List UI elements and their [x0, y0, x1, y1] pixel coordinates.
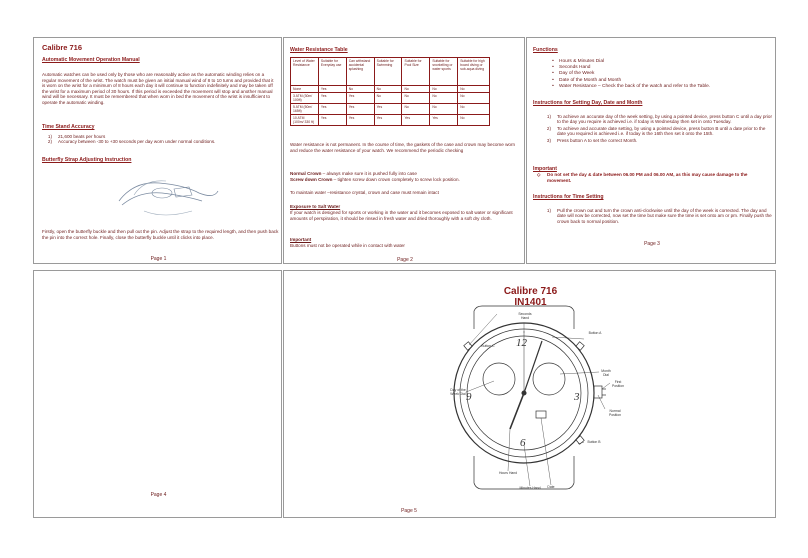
table-cell: No	[458, 104, 490, 115]
list-item: • Day of the Week	[547, 71, 772, 77]
label-date: Date	[547, 485, 555, 489]
screw-crown-text: – tighten screw down crown completely to screw lock position.	[332, 176, 460, 182]
label-minutes-hand: Minutes Hand	[519, 486, 541, 490]
column-header: Suitable for Swimming	[374, 58, 402, 86]
svg-text:6: 6	[520, 437, 526, 449]
table-row	[291, 86, 490, 93]
table-cell: No	[402, 93, 430, 104]
table-cell: No	[346, 86, 374, 93]
page-1	[33, 37, 282, 264]
crown-icon	[594, 386, 602, 398]
water-resistance-text: Water resistance is not permanent. In the course of time, the gaskets of the case and crown may become worn and reduce the water resistance of your watch. We recommend the periodic checking	[290, 142, 516, 153]
screw-crown-label: Screw down Crown	[290, 176, 333, 182]
table-cell: No	[402, 86, 430, 93]
label-button-a: Button A	[588, 331, 602, 335]
table-cell: No	[458, 115, 490, 126]
table-row	[291, 115, 490, 126]
important-text: Buttons must not be operated while in contact with water	[290, 243, 405, 248]
table-cell: Yes	[346, 93, 374, 104]
label-button-b: Button B	[587, 440, 601, 444]
page-number: Page 3	[644, 241, 660, 247]
diagram-title: Calibre 716	[503, 286, 558, 297]
day-date-heading: Instructions for Setting Day, Date and Month	[533, 100, 643, 106]
list-item: 3) Press button A to set the correct Month.	[546, 137, 638, 143]
accuracy-heading: Time Stand Accuracy	[42, 124, 95, 130]
important-heading: Important	[533, 166, 557, 172]
date-window	[536, 411, 546, 418]
page-number: Page 5	[401, 508, 417, 514]
table-cell: Yes	[374, 115, 402, 126]
watch-diagram	[284, 271, 777, 519]
table-cell: Yes	[318, 115, 346, 126]
important-text: Do not set the day & date between 06.00 PM and 06.00 AM, as this may cause damage to the movement.	[547, 172, 748, 183]
table-cell: 10 ATM (100m/ 330 ft)	[291, 115, 319, 126]
table-row	[291, 104, 490, 115]
list-item: 1) To achieve an accurate day of the week setting, by using a pointed device, press button C until a day prior to the day you require is achieved i.e. if today is Wednesday then set in onto Tuesday.	[546, 114, 773, 125]
maintain-text: To maintain water –resistance crystal, crown and case must remain intact	[290, 190, 439, 195]
table-cell: No	[458, 93, 490, 104]
functions-list	[547, 59, 772, 90]
page-5	[283, 270, 776, 518]
strap-text: Firstly, open the butterfly buckle and then pull out the pin. Adjust the strap to the required length, and then push back the pin into the correct hole. Finally, close the butterfly buckle until it clicks into place.	[42, 229, 279, 240]
list-item: 1) 21,600 beats per hours	[47, 134, 106, 139]
crown-notes	[290, 171, 522, 182]
table-cell: Yes	[346, 104, 374, 115]
column-header: Can withstand accidental splashing	[346, 58, 374, 86]
time-setting-list	[541, 208, 773, 224]
diagram-subtitle: IN1401	[514, 297, 547, 308]
column-header: Level of Water Resistance	[291, 58, 319, 86]
table-cell: No	[430, 104, 458, 115]
day-date-list	[541, 114, 773, 143]
svg-text:3: 3	[574, 391, 580, 403]
label-normal-position: Normal Position	[608, 409, 622, 417]
table-cell: Yes	[402, 115, 430, 126]
page-2	[283, 37, 525, 264]
table-cell: No	[402, 104, 430, 115]
page-title: Calibre 716	[42, 43, 83, 52]
table-cell: No	[374, 86, 402, 93]
manual-heading: Automatic Movement Operation Manual	[42, 57, 140, 63]
table-header-row	[291, 58, 490, 86]
normal-crown-text: – always make sure it is pushed fully into case	[321, 171, 417, 176]
table-cell: Yes	[346, 115, 374, 126]
month-dial	[533, 363, 565, 395]
column-header: Suitable for Pool Size	[402, 58, 430, 86]
table-cell: Yes	[318, 104, 346, 115]
list-item: 2) To achieve and accurate date setting, by using a pointed device, press button B until a date prior to the date you required is achieved i.e. if today is the 16th then set it onto the 15th.	[546, 125, 766, 137]
important-note	[537, 172, 769, 183]
manual-text: Automatic watches can be used only by those who are reasonably active as the automatic winding relies on a regular movement of the wrist. The watch must be given an initial manual wind of 8 to 10 turns and provided that it is worn on the wrist for a minimum of 8 hours each day it will continue to function indefinitely and may be taken off the wrist for a maximum period of 30 hours. If this period is exceeded the movement will stop and another manual wind will be necessary. It must be remembered that when worn in bed the movement of the wrist is insufficient to operate the automatic winding.	[42, 72, 274, 105]
table-cell: 3 ATM (30m/ 100ft)	[291, 93, 319, 104]
table-cell: No	[374, 93, 402, 104]
table-row	[291, 93, 490, 104]
table-cell: Yes	[318, 93, 346, 104]
list-item: • Hours & Minutes Dial	[547, 59, 772, 65]
svg-text:12: 12	[516, 337, 527, 349]
table-cell: None	[291, 86, 319, 93]
button-a-icon	[576, 342, 584, 350]
important-heading: Important	[290, 237, 312, 242]
lower-strap	[474, 456, 574, 489]
strap-heading: Butterfly Strap Adjusting Instruction	[42, 157, 132, 163]
column-header: Suitable for Everyday use	[318, 58, 346, 86]
label-button-c: Button C	[481, 344, 495, 348]
page-number: Page 2	[397, 257, 413, 263]
accuracy-list	[42, 134, 278, 145]
table-cell: Yes	[374, 104, 402, 115]
functions-heading: Functions	[533, 47, 558, 53]
svg-text:9: 9	[466, 391, 472, 403]
salt-water-heading: Exposure to Salt Water	[290, 204, 341, 209]
day-of-week-dial	[483, 363, 515, 395]
butterfly-buckle-image	[114, 171, 224, 226]
water-resistance-table	[290, 57, 490, 126]
normal-crown-label: Normal Crown	[290, 171, 322, 176]
page-4	[33, 270, 282, 518]
column-header: Suitable for snorkelling or water sports	[430, 58, 458, 86]
page-number: Page 4	[150, 492, 167, 498]
diamond-bullet-icon: ◇	[537, 172, 541, 177]
table-cell: No	[430, 86, 458, 93]
list-item: • Seconds Hand	[547, 65, 772, 71]
table-cell: No	[458, 86, 490, 93]
label-day-of-week-dial: Day of the Week Dial	[450, 388, 466, 396]
label-seconds-hand: Seconds Hand	[518, 312, 532, 320]
table-cell: 5 ATM (50m/ 165ft)	[291, 104, 319, 115]
time-setting-heading: Instructions for Time Setting	[533, 194, 604, 200]
table-cell: Yes	[430, 115, 458, 126]
list-item: • Water Resistance – Check the back of the watch and refer to the Table.	[547, 84, 772, 90]
button-b-icon	[576, 436, 584, 444]
list-item: 1) Pull the crown out and turn the crown anti-clockwise until the day of the week is corrected. The day and date will now be corrected, now set the time but make sure the time is set onto am or pm. Finally push the crown back to normal position.	[546, 208, 772, 224]
list-item: 2) Accuracy between -30 to +30 seconds per day worn under normal conditions.	[47, 139, 216, 145]
table-cell: No	[430, 93, 458, 104]
table-cell: Yes	[318, 86, 346, 93]
water-table-heading: Water Resistance Table	[290, 47, 348, 53]
page-number: Page 1	[150, 256, 167, 262]
page-3	[526, 37, 776, 264]
salt-water-text: If your watch is designed for sports or working in the water and it becomes exposed to salt water or significant amounts of perspiration, it should be rinsed in fresh water and dried thoroughly with a soft dry cloth.	[290, 210, 513, 221]
column-header: Suitable for high board diving or sub-aqua diving	[458, 58, 490, 86]
list-item: • Date of the Month and Month	[547, 78, 772, 84]
label-hours-hand: Hours Hand	[498, 471, 518, 475]
hours-hand	[510, 393, 524, 429]
label-first-position: First Position	[611, 380, 625, 388]
label-month-dial: Month Dial	[601, 369, 611, 377]
